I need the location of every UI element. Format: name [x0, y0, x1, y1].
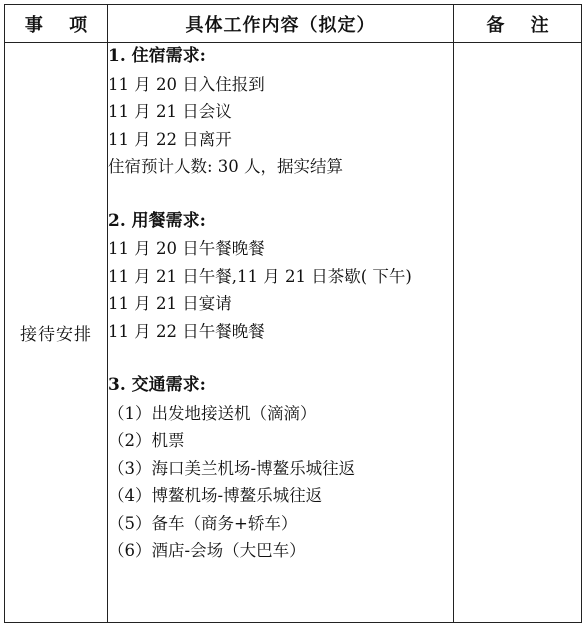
content-line: （5）备车（商务+轿车） [108, 513, 298, 533]
section-title: 2. 用餐需求: [108, 210, 206, 231]
header-content: 具体工作内容（拟定） [108, 5, 454, 43]
section-accommodation [108, 43, 453, 181]
content-line: （2）机票 [108, 431, 185, 450]
content-line: （6）酒店-会场（大巴车） [108, 541, 306, 560]
content-line: 11 月 20 日午餐晚餐 [108, 239, 265, 258]
content-line: 11 月 21 日宴请 [108, 294, 232, 313]
note-cell [454, 43, 582, 623]
section-transport [108, 372, 453, 565]
reception-schedule-table [4, 4, 582, 623]
section-dining [108, 208, 453, 346]
table-header-row [5, 5, 582, 43]
content-line: 11 月 20 日入住报到 [108, 74, 265, 94]
section-title: 1. 住宿需求: [108, 46, 206, 66]
item-cell: 接待安排 [5, 43, 108, 623]
section-title: 3. 交通需求: [108, 375, 206, 395]
content-line: 11 月 22 日午餐晚餐 [108, 321, 265, 341]
content-cell [108, 43, 454, 623]
content-line: （3）海口美兰机场-博鳌乐城往返 [108, 458, 356, 478]
content-line: 住宿预计人数: 30 人，据实结算 [108, 157, 344, 176]
content-line: 11 月 21 日会议 [108, 102, 232, 121]
table-row [5, 43, 582, 623]
header-item: 事 项 [5, 5, 108, 43]
content-line: 11 月 21 日午餐,11 月 21 日茶歇( 下午) [108, 266, 412, 286]
content-line: （1）出发地接送机（滴滴） [108, 403, 317, 423]
content-line: 11 月 22 日离开 [108, 129, 232, 149]
content-line: （4）博鳌机场-博鳌乐城往返 [108, 486, 323, 505]
header-note: 备 注 [454, 5, 582, 43]
document-page [4, 4, 581, 621]
